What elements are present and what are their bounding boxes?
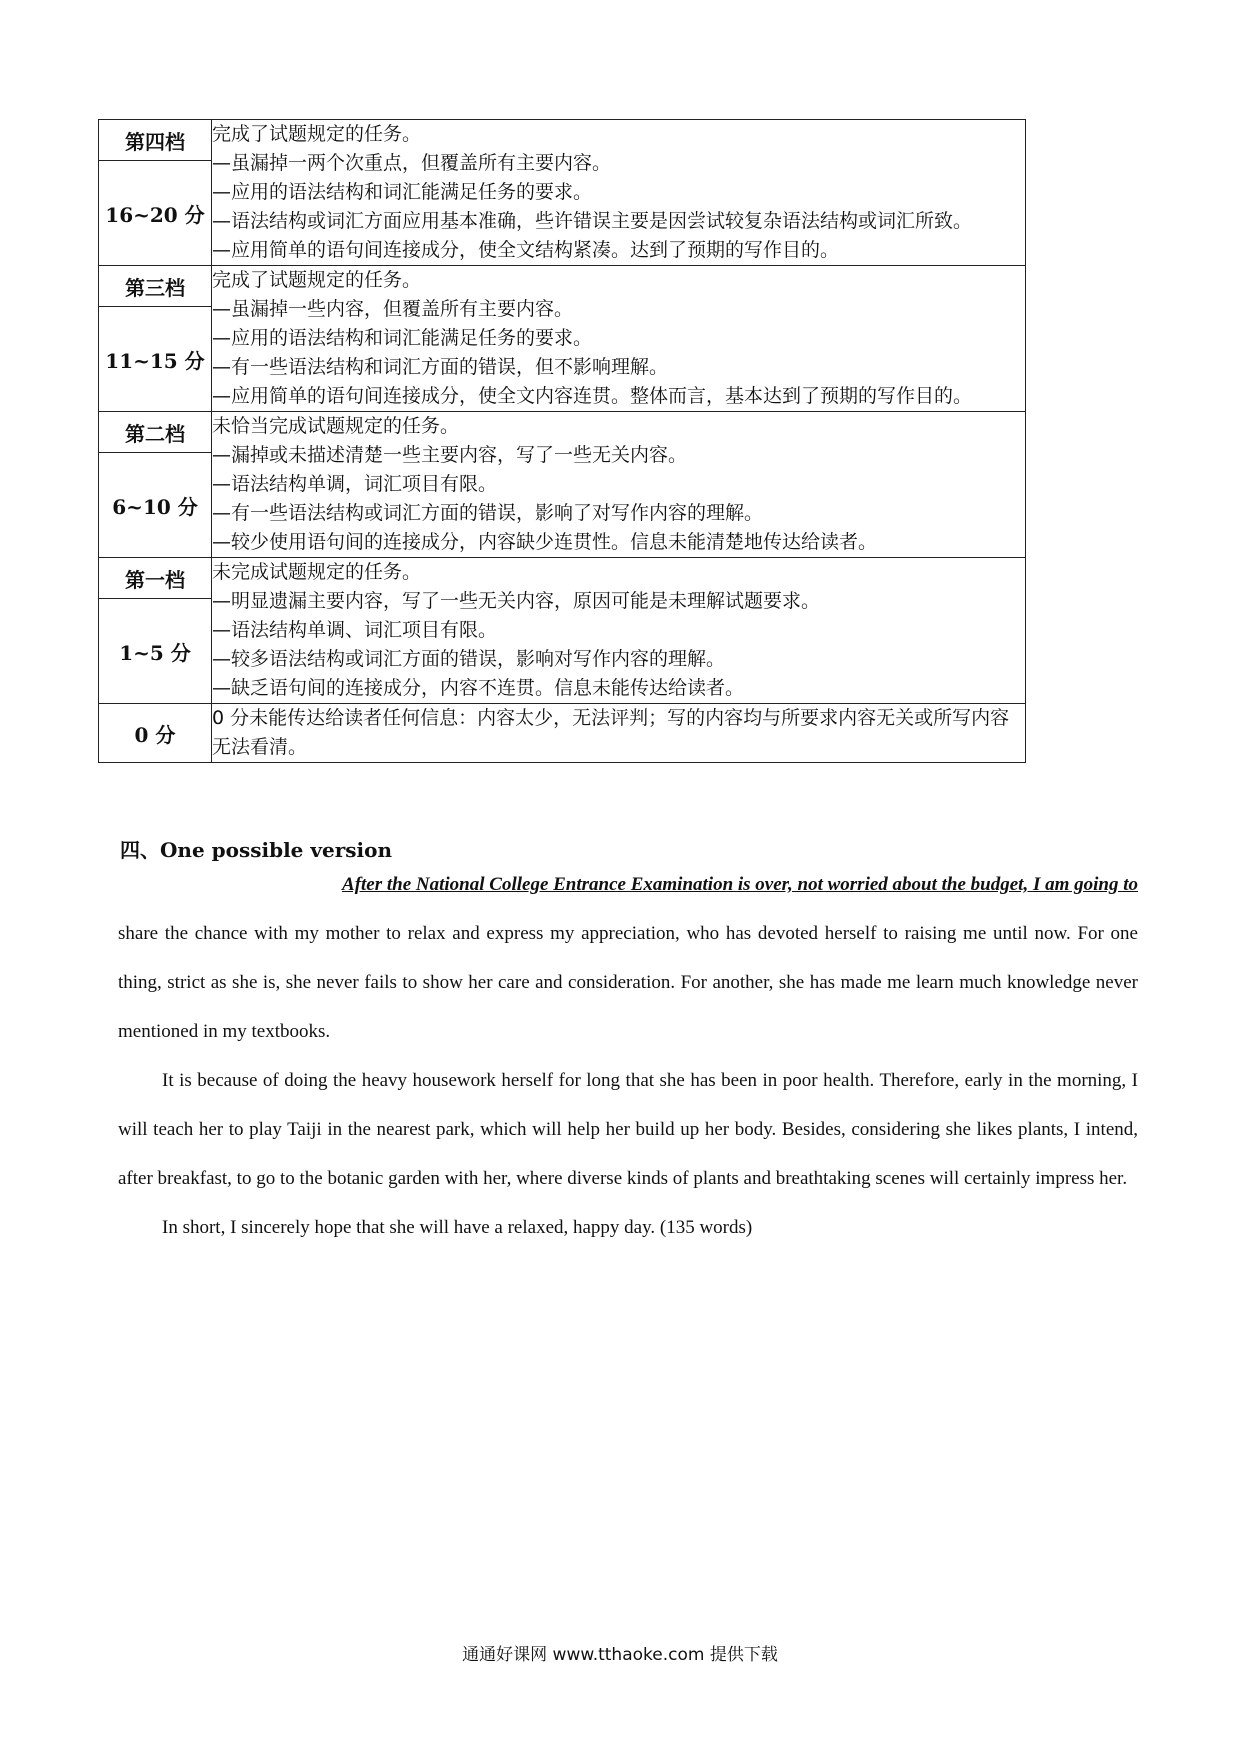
band-criterion: —应用简单的语句间连接成分，使全文内容连贯。整体而言，基本达到了预期的写作目的。 [212, 385, 973, 407]
section-heading: 四、One possible version [120, 838, 392, 862]
band-criterion: —应用的语法结构和词汇能满足任务的要求。 [212, 327, 593, 349]
zero-score: 0 分 [99, 704, 212, 763]
band-name: 第四档 [99, 120, 212, 161]
band-description [212, 120, 1026, 266]
essay-first-line: After the National College Entrance Examination is over, not worried about the budget, I am going to [342, 874, 1138, 895]
model-essay [118, 860, 1138, 1252]
scoring-rubric-table [98, 119, 1026, 763]
page-footer: 通通好课网 www.tthaoke.com 提供下载 [462, 1645, 778, 1665]
band-criterion: —语法结构或词汇方面应用基本准确，些许错误主要是因尝试较复杂语法结构或词汇所致。 [212, 210, 973, 232]
rubric-band-row [99, 412, 1026, 453]
band-score: 1~5 分 [99, 599, 212, 704]
rubric-band-row [99, 266, 1026, 307]
band-description [212, 558, 1026, 704]
band-lead: 未恰当完成试题规定的任务。 [212, 415, 460, 437]
band-criterion: —有一些语法结构和词汇方面的错误，但不影响理解。 [212, 356, 669, 378]
band-criterion: —语法结构单调、词汇项目有限。 [212, 619, 498, 641]
band-criterion: —漏掉或未描述清楚一些主要内容，写了一些无关内容。 [212, 444, 688, 466]
band-description [212, 412, 1026, 558]
band-criterion: —有一些语法结构或词汇方面的错误，影响了对写作内容的理解。 [212, 502, 764, 524]
band-criterion: —虽漏掉一些内容，但覆盖所有主要内容。 [212, 298, 574, 320]
band-score: 6~10 分 [99, 453, 212, 558]
essay-paragraph-2: It is because of doing the heavy housework herself for long that she has been in poor health. Therefore, early in the morning, I will teach her to play Taiji in the nearest park, which will help her build up her body. Besides, considering she likes plants, I intend, after breakfast, to go to the botanic garden with her, where diverse kinds of plants and breathtaking scenes will certainly impress her. [118, 1070, 1138, 1189]
band-name: 第二档 [99, 412, 212, 453]
band-criterion: —应用简单的语句间连接成分，使全文结构紧凑。达到了预期的写作目的。 [212, 239, 840, 261]
essay-paragraph-3: In short, I sincerely hope that she will have a relaxed, happy day. (135 words) [162, 1217, 753, 1238]
zero-description: 0 分未能传达给读者任何信息：内容太少，无法评判；写的内容均与所要求内容无关或所写内容无法看清。 [212, 704, 1026, 763]
essay-paragraph-1 [118, 860, 1138, 1056]
rubric-band-row [99, 120, 1026, 161]
band-name: 第三档 [99, 266, 212, 307]
band-description [212, 266, 1026, 412]
band-criterion: —较多语法结构或词汇方面的错误，影响对写作内容的理解。 [212, 648, 726, 670]
rubric-zero-row [99, 704, 1026, 763]
band-criterion: —语法结构单调，词汇项目有限。 [212, 473, 498, 495]
band-score: 11~15 分 [99, 307, 212, 412]
essay-paragraph-1-body: share the chance with my mother to relax and express my appreciation, who has devoted herself to raising me until now. For one thing, strict as she is, she never fails to show her care and consideration. For another, she has made me learn much knowledge never mentioned in my textbooks. [118, 923, 1138, 1042]
band-lead: 完成了试题规定的任务。 [212, 123, 422, 145]
rubric-band-row [99, 558, 1026, 599]
band-criterion: —较少使用语句间的连接成分，内容缺少连贯性。信息未能清楚地传达给读者。 [212, 531, 878, 553]
band-criterion: —应用的语法结构和词汇能满足任务的要求。 [212, 181, 593, 203]
band-criterion: —虽漏掉一两个次重点，但覆盖所有主要内容。 [212, 152, 612, 174]
band-criterion: —缺乏语句间的连接成分，内容不连贯。信息未能传达给读者。 [212, 677, 745, 699]
band-criterion: —明显遗漏主要内容，写了一些无关内容，原因可能是未理解试题要求。 [212, 590, 821, 612]
band-name: 第一档 [99, 558, 212, 599]
band-lead: 未完成试题规定的任务。 [212, 561, 422, 583]
band-score: 16~20 分 [99, 161, 212, 266]
band-lead: 完成了试题规定的任务。 [212, 269, 422, 291]
